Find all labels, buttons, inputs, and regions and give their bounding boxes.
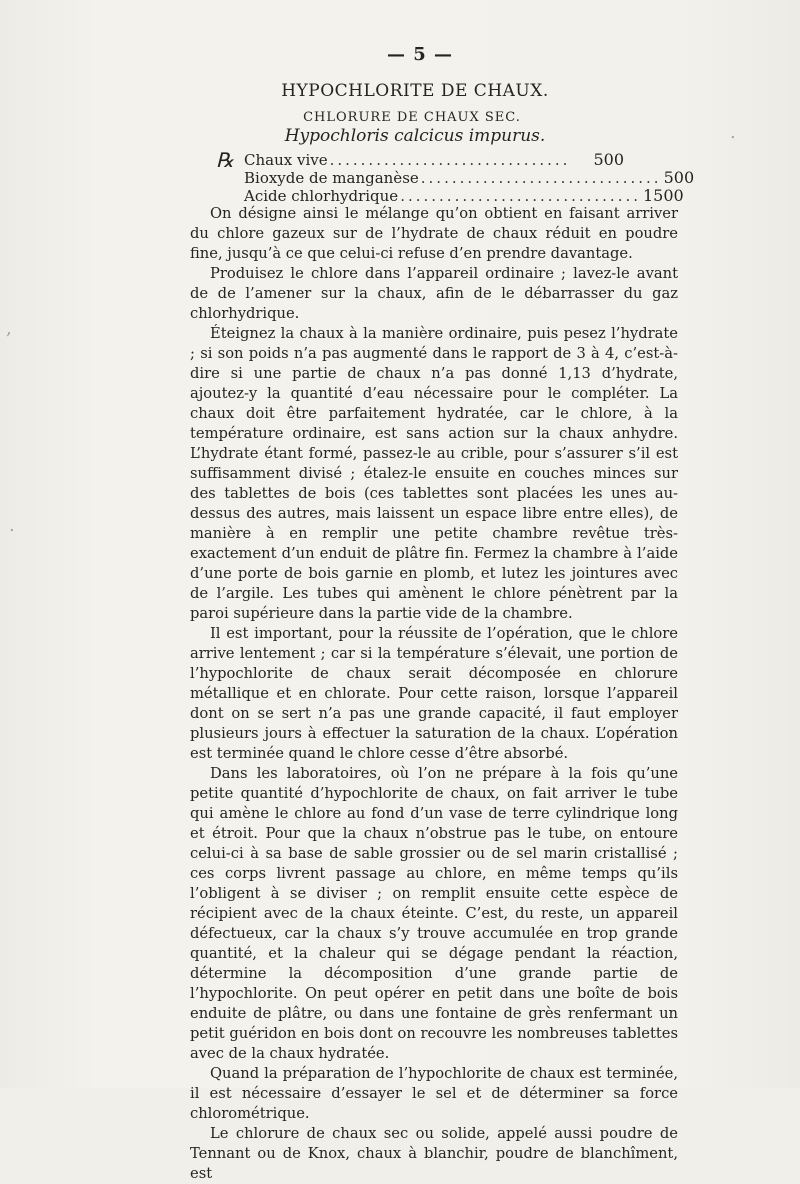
- leader-dots: ...............................: [329, 151, 571, 169]
- ingredient-quantity: 500: [663, 168, 695, 187]
- section-title: HYPOCHLORITE DE CHAUX.: [281, 81, 549, 101]
- ingredient-quantity: 1500: [643, 186, 684, 205]
- leader-dots: ...............................: [420, 169, 662, 187]
- body-paragraph: Produisez le chlore dans l’appareil ordinaire ; lavez-le avant de de l’amener sur la chaux, afin de le débarrasser du gaz chlorhydrique.: [190, 265, 678, 322]
- page-number: — 5 —: [386, 44, 454, 65]
- body-paragraph: Éteignez la chaux à la manière ordinaire, puis pesez l’hydrate ; si son poids n’a pas augmenté dans le rapport de 3 à 4, c’est-à-dire si une partie de chaux n’a pas donné 1,13 d’hydrate, ajoutez-y la quantité d’eau nécessaire pour le compléter. La chaux doit être parfaitement hydratée, car le chlore, à la température ordinaire, est sans action sur la chaux anhydre. L’hydrate étant formé, passez-le au crible, pour s’assurer s’il est suffisamment divisé ; étalez-le ensuite en couches minces sur des tablettes de bois (ces tablettes sont placées les unes au-dessus des autres, mais laissent un espace libre entre elles), de manière à en remplir une petite chambre revêtue très-exactement d’un enduit de plâtre fin. Fermez la chambre à l’aide d’une porte de bois garnie en plomb, et lutez les jointures avec de l’argile. Les tubes qui amènent le chlore pénètrent par la paroi supérieure dans la partie vide de la chambre.: [190, 325, 678, 622]
- recipe-list: [216, 148, 695, 205]
- latin-name: Hypochloris calcicus impurus.: [284, 126, 546, 146]
- margin-mark: ,: [6, 318, 12, 339]
- recipe-row: [244, 186, 684, 205]
- ingredient-name: Bioxyde de manganèse: [244, 169, 419, 187]
- body-paragraph: On désigne ainsi le mélange qu’on obtient en faisant arriver du chlore gazeux sur de l’hydrate de chaux réduit en poudre fine, jusqu’à ce que celui-ci refuse d’en prendre davantage.: [190, 205, 678, 262]
- body-paragraph: Il est important, pour la réussite de l’opération, que le chlore arrive lentement ; car si la température s’élevait, une portion de l’hypochlorite de chaux serait décomposée en chlorure métallique et en chlorate. Pour cette raison, lorsque l’appareil dont on se sert n’a pas une grande capacité, il faut employer plusieurs jours à effectuer la saturation de la chaux. L’opération est terminée quand le chlore cesse d’être absorbé.: [190, 625, 678, 762]
- ingredient-name: Acide chlorhydrique: [244, 187, 399, 205]
- margin-mark: .: [730, 122, 736, 143]
- recipe-row: [244, 150, 624, 168]
- leader-dots: ...............................: [400, 187, 641, 205]
- body-text: [190, 204, 678, 1184]
- ingredient-name: Chaux vive: [244, 151, 328, 169]
- margin-mark: .: [9, 515, 15, 536]
- ingredient-quantity: 500: [593, 150, 624, 169]
- recipe-symbol: ℞: [216, 148, 234, 172]
- body-paragraph: Quand la préparation de l’hypochlorite de chaux est terminée, il est nécessaire d’essayer le sel et de déterminer sa force chlorométrique.: [190, 1065, 678, 1122]
- recipe-row: [244, 168, 695, 187]
- body-paragraph: Le chlorure de chaux sec ou solide, appelé aussi poudre de Tennant ou de Knox, chaux à blanchir, poudre de blanchîment, est: [190, 1125, 678, 1182]
- section-subtitle: CHLORURE DE CHAUX SEC.: [303, 110, 521, 125]
- body-paragraph: Dans les laboratoires, où l’on ne prépare à la fois qu’une petite quantité d’hypochlorite de chaux, on fait arriver le tube qui amène le chlore au fond d’un vase de terre cylindrique long et étroit. Pour que la chaux n’obstrue pas le tube, on entoure celui-ci à sa base de sable grossier ou de sel marin cristallisé ; ces corps livrent passage au chlore, en même temps qu’ils l’obligent à se diviser ; on remplit ensuite cette espèce de récipient avec de la chaux éteinte. C’est, du reste, un appareil défectueux, car la chaux s’y trouve accumulée en trop grande quantité, et la chaleur qui se dégage pendant la réaction, détermine la décomposition d’une grande partie de l’hypochlorite. On peut opérer en petit dans une boîte de bois enduite de plâtre, ou dans une fontaine de grès renfermant un petit guéridon en bois dont on recouvre les nombreuses tablettes avec de la chaux hydratée.: [190, 765, 678, 1062]
